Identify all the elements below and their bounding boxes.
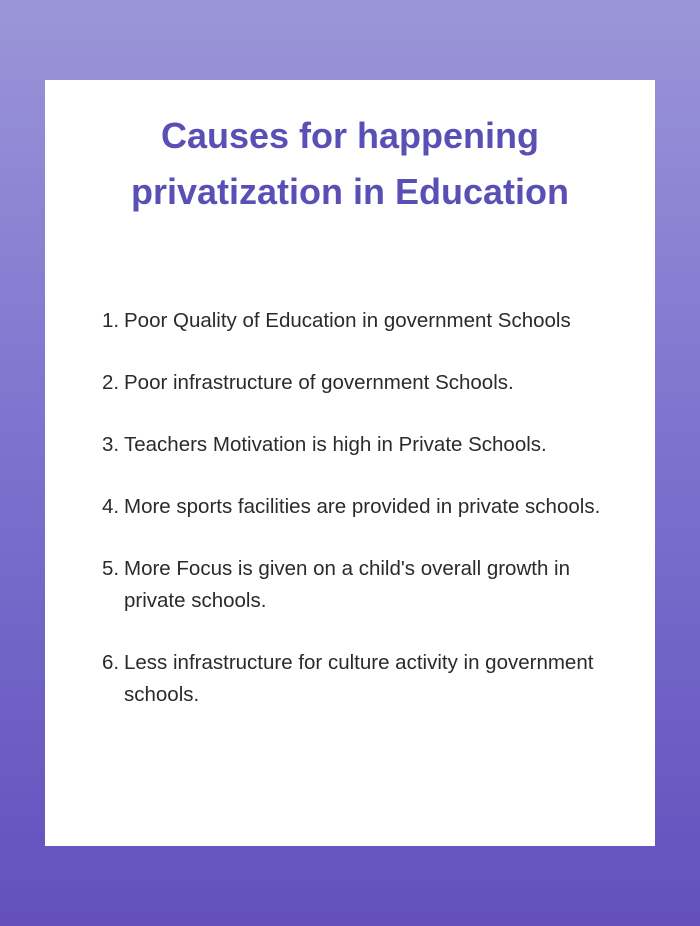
list-item-number: 3.	[102, 433, 120, 456]
list-item-number: 2.	[102, 371, 120, 394]
list-item-text: Less infrastructure for culture activity in government schools.	[124, 651, 594, 706]
title-line-2: privatization in Education	[130, 171, 570, 212]
list-item-number: 1.	[102, 309, 120, 332]
list-item	[102, 305, 632, 337]
list-item	[102, 367, 632, 399]
page-title	[45, 108, 655, 220]
list-item	[102, 647, 632, 711]
list-item-text: More sports facilities are provided in private schools.	[124, 495, 601, 518]
list-item	[102, 553, 632, 617]
list-item-text: Poor infrastructure of government Schools.	[124, 371, 514, 394]
title-line-1: Causes for happening	[160, 115, 540, 156]
content-card	[45, 80, 655, 846]
list-item-number: 5.	[102, 557, 120, 580]
causes-list	[102, 305, 632, 741]
list-item-text: Teachers Motivation is high in Private Schools.	[124, 433, 547, 456]
list-item-number: 6.	[102, 651, 120, 674]
list-item-text: Poor Quality of Education in government Schools	[124, 309, 571, 332]
list-item-text: More Focus is given on a child's overall growth in private schools.	[124, 557, 571, 612]
list-item	[102, 491, 632, 523]
list-item-number: 4.	[102, 495, 120, 518]
list-item	[102, 429, 632, 461]
